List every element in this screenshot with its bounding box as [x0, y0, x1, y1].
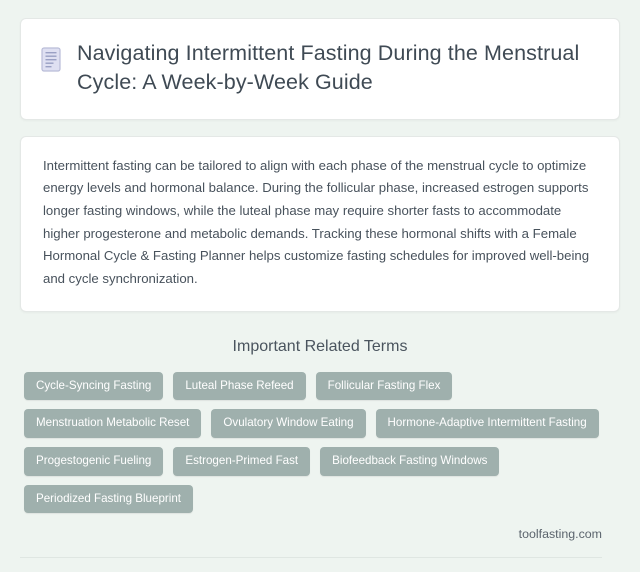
related-term-tag[interactable]: Progestogenic Fueling — [24, 447, 163, 476]
document-icon — [41, 47, 63, 73]
related-terms-list — [20, 372, 620, 513]
footer-divider — [20, 557, 602, 558]
related-term-tag[interactable]: Biofeedback Fasting Windows — [320, 447, 499, 476]
related-terms-heading: Important Related Terms — [232, 337, 408, 355]
related-term-tag[interactable]: Periodized Fasting Blueprint — [24, 485, 193, 514]
footer — [20, 513, 620, 572]
related-term-tag[interactable]: Hormone-Adaptive Intermittent Fasting — [376, 409, 599, 438]
related-term-tag[interactable]: Ovulatory Window Eating — [211, 409, 365, 438]
title-card — [20, 18, 620, 120]
related-term-tag[interactable]: Menstruation Metabolic Reset — [24, 409, 201, 438]
page-title: Navigating Intermittent Fasting During the Menstrual Cycle: A Week-by-Week Guide — [77, 41, 580, 94]
footer-site-name: toolfasting.com — [518, 527, 602, 542]
related-term-tag[interactable]: Follicular Fasting Flex — [316, 372, 453, 401]
summary-text: Intermittent fasting can be tailored to align with each phase of the menstrual cycle to optimize energy levels and hormonal balance. During the follicular phase, increased estrogen supports longer fasting windows, while the luteal phase may require shorter fasts to accommodate higher progesterone and metabolic demands. Tracking these hormonal shifts with a Female Hormonal Cycle & Fasting Planner helps customize fasting schedules for improved well-being and cycle synchronization. — [43, 157, 590, 287]
related-term-tag[interactable]: Cycle-Syncing Fasting — [24, 372, 163, 401]
related-term-tag[interactable]: Estrogen-Primed Fast — [173, 447, 310, 476]
summary-card — [20, 136, 620, 312]
related-term-tag[interactable]: Luteal Phase Refeed — [173, 372, 305, 401]
